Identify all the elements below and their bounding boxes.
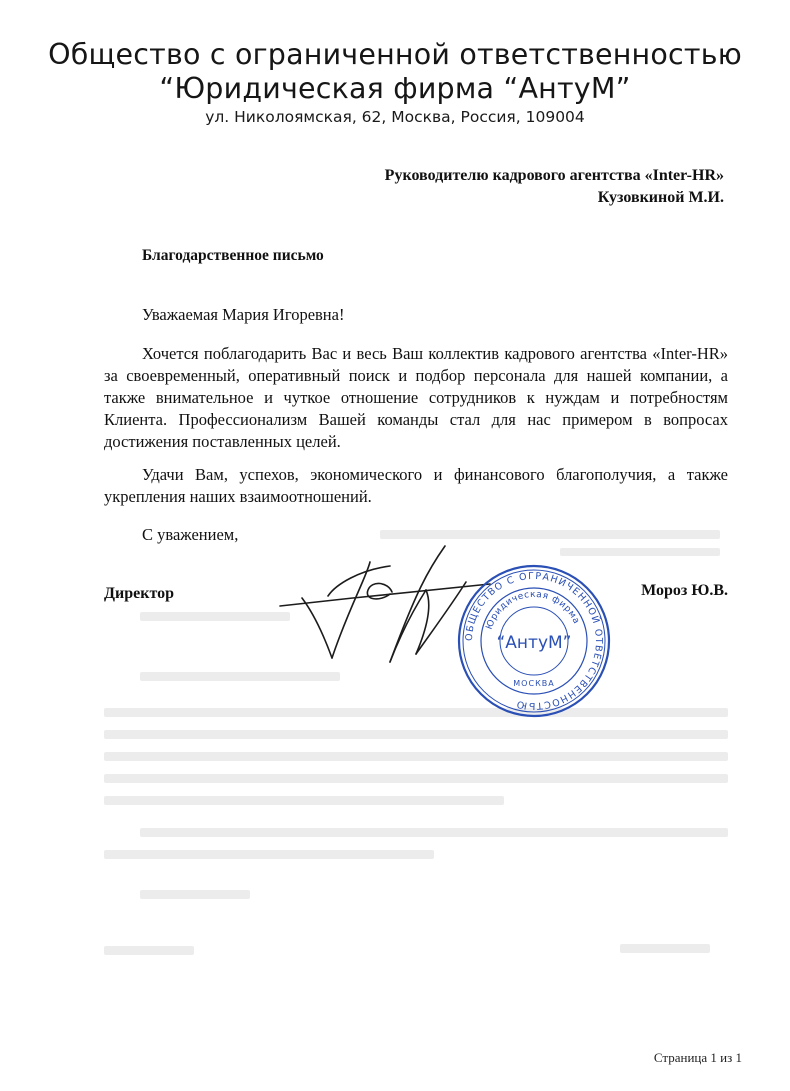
body-paragraph-1: Хочется поблагодарить Вас и весь Ваш коллектив кадрового агентства «Inter-HR» за своевременный, оперативный поиск и подбор персонала для нашей компании, а также внимательное и чуткое отношение сотрудников к нуждам и потребностям Клиента. Профессионализм Вашей команды стал для нас примером в вопросах достижения поставленных целей. [104,344,728,451]
addressee-name: Кузовкиной М.И. [597,189,724,206]
company-address: ул. Николоямская, 62, Москва, Россия, 109004 [205,108,585,126]
addressee-position: Руководителю кадрового агентства «Inter-HR» [384,167,724,184]
company-name-line-2: “Юридическая фирма “АнтуМ” [159,72,631,105]
company-name-line-1: Общество с ограниченной ответственностью [48,38,742,71]
company-seal [455,562,613,720]
letter-title: Благодарственное письмо [142,247,324,264]
salutation: Уважаемая Мария Игоревна! [142,305,345,324]
company-name-header [40,38,750,106]
svg-text:Юридическая фирма [485,590,582,631]
body-paragraph-2: Удачи Вам, успехов, экономического и финансового благополучия, а также укрепления наших взаимоотношений. [104,465,728,506]
seal-ring-text: ОБЩЕСТВО С ОГРАНИЧЕННОЙ ОТВЕТСТВЕННОСТЬЮ [463,570,605,712]
seal-inner-text: Юридическая фирма [484,589,582,632]
page-number: Страница 1 из 1 [653,1050,742,1065]
addressee-block [385,165,724,209]
closing-phrase: С уважением, [142,525,239,544]
seal-center-text: “АнтуМ” [496,633,572,653]
signer-name: Мороз Ю.В. [641,582,728,599]
signer-position: Директор [104,585,174,602]
seal-city-text: МОСКВА [513,679,555,688]
